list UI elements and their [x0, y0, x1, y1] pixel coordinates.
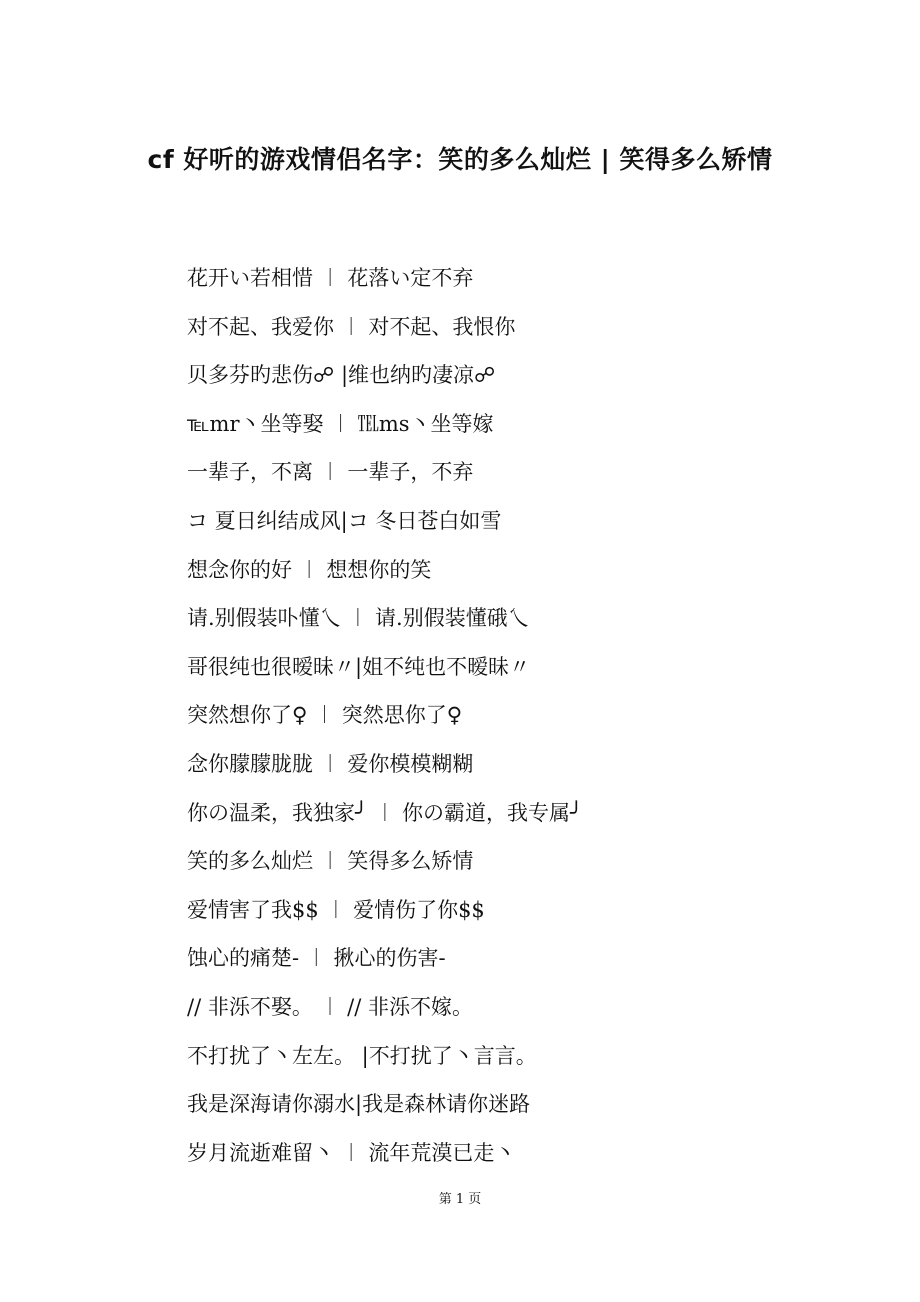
list-item: ℡mr丶坐等娶 ︱ ℡ms丶坐等嫁	[187, 411, 494, 436]
list-item: // 非泺不娶。 ︱ // 非泺不嫁。	[187, 994, 474, 1019]
list-item: 一辈子，不离 ︱ 一辈子，不弃	[187, 460, 474, 485]
list-item: 请.别假装卟懂乀 ︱ 请.别假装懂硪乀	[187, 606, 529, 631]
list-item: 贝多芬旳悲伤☍ |维也纳旳凄凉☍	[187, 363, 496, 388]
list-item: コ 夏日纠结成风|コ 冬日苍白如雪	[187, 508, 502, 533]
list-item: 突然想你了♀ ︱ 突然思你了♀	[187, 703, 463, 728]
list-item: 念你朦朦胧胧 ︱ 爱你模模糊糊	[187, 751, 474, 776]
list-item: 你の温柔，我独家╯ ︱ 你の霸道，我专属╯	[187, 800, 583, 825]
list-item: 岁月流逝难留丶 ︱ 流年荒漠已走丶	[187, 1140, 516, 1165]
list-item: 哥很纯也很暧昧〃|姐不纯也不暧昧〃	[187, 654, 531, 679]
list-item: 不打扰了丶左左。 |不打扰了丶言言。	[187, 1043, 537, 1068]
page-number: 第 1 页	[438, 1192, 482, 1207]
list-item: 想念你的好 ︱ 想想你的笑	[187, 557, 432, 582]
list-item: 我是深海请你溺水|我是森林请你迷路	[187, 1092, 531, 1117]
list-item: 对不起、我爱你 ︱ 对不起、我恨你	[187, 314, 516, 339]
list-item: 爱情害了我$$ ︱ 爱情伤了你$$	[187, 897, 485, 922]
list-item: 花开い若相惜 ︱ 花落い定不弃	[187, 266, 474, 290]
name-pair-list	[187, 254, 807, 1177]
document-title: cf 好听的游戏情侣名字：笑的多么灿烂 | 笑得多么矫情	[147, 145, 773, 174]
list-item: 笑的多么灿烂 ︱ 笑得多么矫情	[187, 849, 474, 874]
list-item: 蚀心的痛楚- ︱ 揪心的伤害-	[187, 946, 446, 971]
